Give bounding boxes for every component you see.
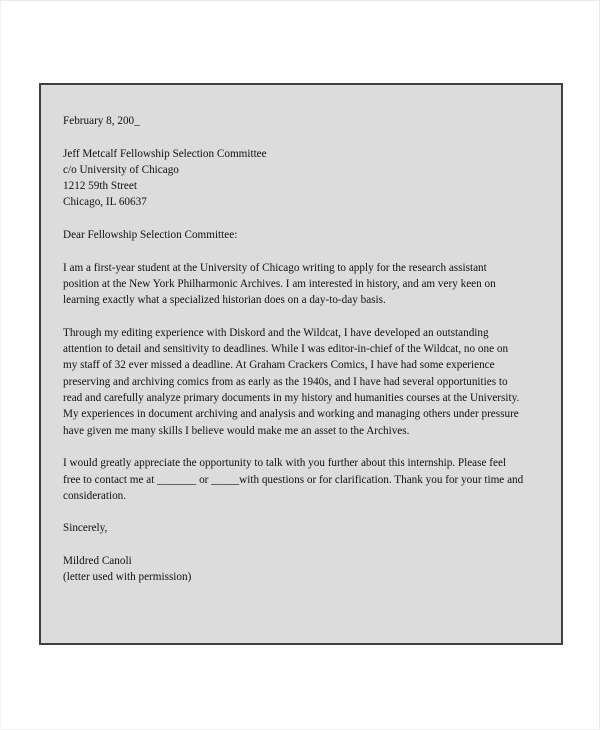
spacer-after-salutation — [63, 243, 525, 259]
body-paragraph-3: I would greatly appreciate the opportunity to talk with you further about this internship. Please feel free to contact me at _______ or _____with questions or for clarification. Thank you for your time and consideration. — [63, 457, 524, 502]
letter-document — [39, 83, 563, 645]
recipient-name: Jeff Metcalf Fellowship Selection Committee — [63, 147, 267, 160]
body-paragraph-1: I am a first-year student at the University of Chicago writing to apply for the research assistant position at the New York Philharmonic Archives. I am interested in history, and am very keen on learning exactly what a specialized historian does on a day-to-day basis. — [63, 261, 496, 307]
date-line: February 8, 200_ — [63, 115, 140, 127]
spacer-after-address — [63, 211, 525, 227]
spacer-after-paragraph-2 — [63, 439, 525, 455]
recipient-street: 1212 59th Street — [63, 180, 137, 193]
spacer-after-paragraph-1 — [63, 309, 525, 325]
spacer-after-date — [63, 129, 525, 145]
signature-name: Mildred Canoli — [63, 555, 132, 568]
spacer-after-paragraph-3 — [63, 504, 525, 520]
spacer-after-closing — [63, 537, 525, 553]
recipient-care-of: c/o University of Chicago — [63, 163, 179, 176]
body-paragraph-2: Through my editing experience with Diskord and the Wildcat, I have developed an outstanding attention to detail and sensitivity to deadlines. While I was editor-in-chief of the Wildcat, no one on my staff of 32 ever missed a deadline. At Graham Crackers Comics, I have had some experience preserving and archiving comics from as early as the 1940s, and I have had several opportunities to read and carefully analyze primary documents in my history and humanities courses at the University. My experiences in document archiving and analysis and working and managing others under pressure have given me many skills I believe would make me an asset to the Archives. — [63, 326, 520, 437]
permission-note: (letter used with permission) — [63, 571, 192, 584]
recipient-city-state-zip: Chicago, IL 60637 — [63, 196, 147, 209]
salutation: Dear Fellowship Selection Committee: — [63, 229, 238, 242]
recipient-address-block — [63, 146, 525, 211]
closing: Sincerely, — [63, 522, 108, 535]
letter-body — [63, 113, 525, 586]
